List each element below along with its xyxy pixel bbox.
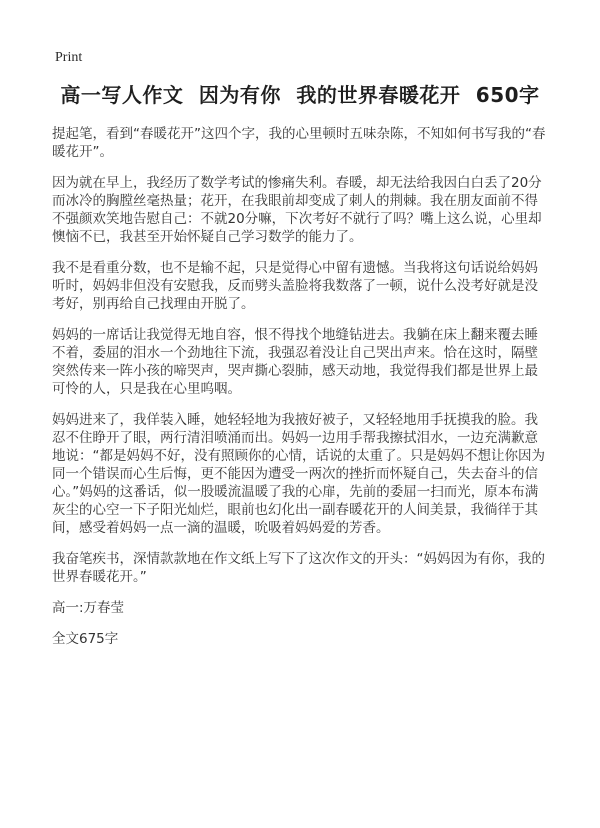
essay-paragraph: 提起笔，看到“春暖花开”这四个字，我的心里顿时五味杂陈，不知如何书写我的“春暖花开”。 xyxy=(52,126,546,160)
essay-paragraph: 妈妈进来了，我佯装入睡，她轻轻地为我掖好被子，又轻轻地用手抚摸我的脸。我忍不住睁开了眼，两行清泪喷涌而出。妈妈一边用手帮我擦拭泪水，一边充满歉意地说：“都是妈妈不好，没有照顾你的心情，话说的太重了。只是妈妈不想让你因为同一个错误而心生后悔，更不能因为遭受一两次的挫折而怀疑自己，失去奋斗的信心。”妈妈的这番话，似一股暖流温暖了我的心扉，先前的委屈一扫而光，原本布满灰尘的心空一下子阳光灿烂，眼前也幻化出一副春暖花开的人间美景，我徜徉于其间，感受着妈妈一点一滴的温暖，吮吸着妈妈爱的芳香。 xyxy=(52,412,545,536)
print-link[interactable]: Print xyxy=(55,50,83,65)
essay-paragraph: 我奋笔疾书，深情款款地在作文纸上写下了这次作文的开头：“妈妈因为有你，我的世界春暖花开。” xyxy=(52,551,545,585)
essay-body xyxy=(52,125,548,586)
word-count-line: 全文675字 xyxy=(52,631,119,647)
author-line: 高一:万春莹 xyxy=(52,600,125,616)
page-title: 高一写人作文 因为有你 我的世界春暖花开 650字 xyxy=(60,83,540,107)
essay-paragraph: 我不是看重分数，也不是输不起，只是觉得心中留有遗憾。当我将这句话说给妈妈听时，妈妈非但没有安慰我，反而劈头盖脸将我数落了一顿，说什么没考好就是没考好，别再给自己找理由开脱了。 xyxy=(52,260,538,312)
essay-paragraph: 妈妈的一席话让我觉得无地自容，恨不得找个地缝钻进去。我躺在床上翻来覆去睡不着，委屈的泪水一个劲地往下流，我强忍着没让自己哭出声来。恰在这时，隔壁突然传来一阵小孩的啼哭声，哭声撕心裂肺，感天动地，我觉得我们都是世界上最可怜的人，只是我在心里呜咽。 xyxy=(52,327,538,397)
essay-paragraph: 因为就在早上，我经历了数学考试的惨痛失利。春暖，却无法给我因白白丢了20分而冰冷的胸膛丝毫热量；花开，在我眼前却变成了刺人的荆棘。我在朋友面前不得不强颜欢笑地告慰自己：不就20分嘛，下次考好不就行了吗？嘴上这么说，心里却懊恼不已，我甚至开始怀疑自己学习数学的能力了。 xyxy=(52,175,542,245)
